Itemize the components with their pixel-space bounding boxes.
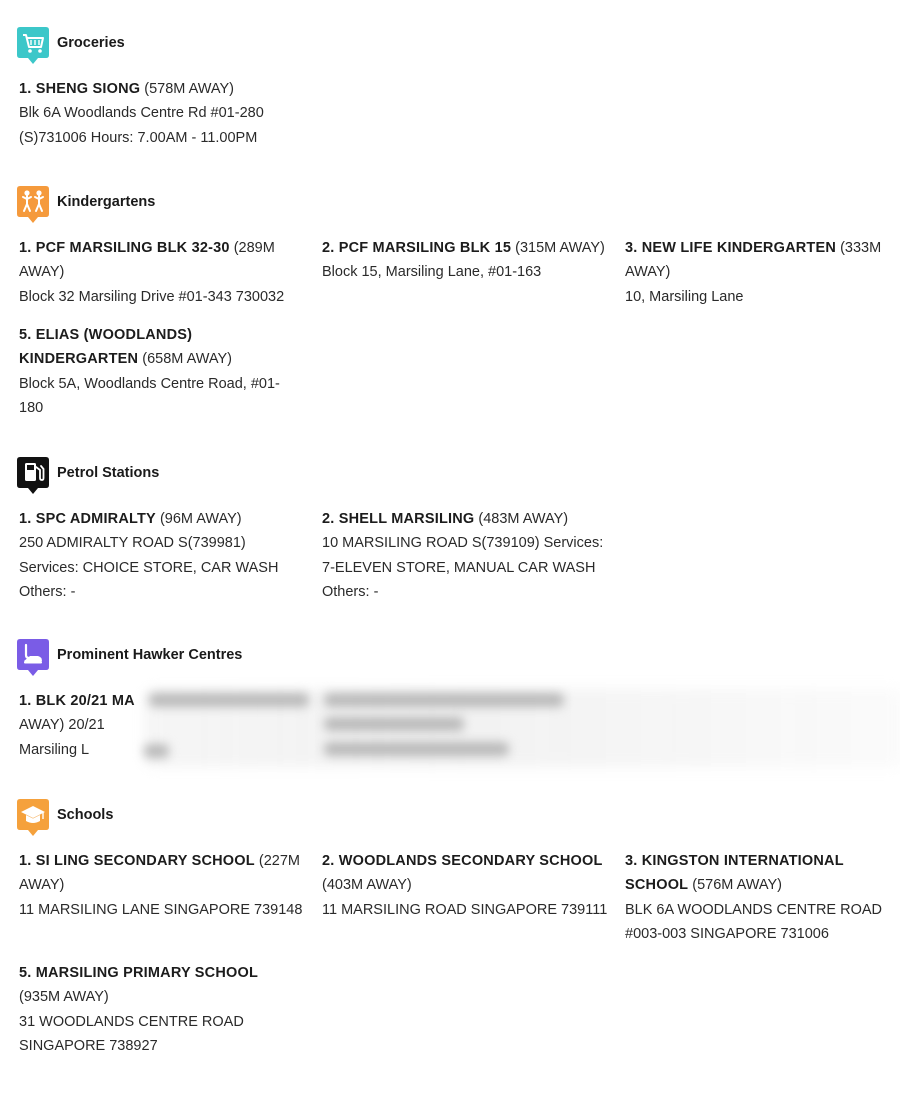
entry-name: 5. ELIAS (WOODLANDS) KINDERGARTEN	[19, 327, 193, 368]
blurred-text	[149, 693, 309, 707]
list-item[interactable]	[625, 236, 895, 309]
list-item[interactable]	[19, 77, 289, 150]
list-item[interactable]	[19, 961, 279, 1058]
entry-address: 31 WOODLANDS CENTRE ROAD SINGAPORE 738927	[19, 1013, 244, 1054]
entry-name: 2. PCF MARSILING BLK 15	[322, 240, 512, 256]
entry-address: 250 ADMIRALTY ROAD S(739981) Services: CHOICE STORE, CAR WASH Others: -	[19, 535, 279, 600]
list-item[interactable]	[19, 507, 289, 604]
food-tray-icon	[16, 637, 50, 677]
entry-name: 1. SHENG SIONG	[19, 81, 141, 97]
section-title: Prominent Hawker Centres	[57, 647, 243, 663]
entry-distance: (333M AWAY)	[625, 240, 882, 281]
entry-distance: (576M AWAY)	[692, 877, 782, 894]
blurred-text	[324, 717, 464, 731]
entry-name: 1. PCF MARSILING BLK 32-30	[19, 240, 230, 256]
entry-distance: (483M AWAY)	[478, 511, 569, 527]
entry-distance: (403M AWAY)	[322, 877, 412, 894]
section-title: Kindergartens	[57, 194, 156, 210]
entry-name: 2. WOODLANDS SECONDARY SCHOOL	[322, 853, 603, 869]
entry-distance: (227M AWAY)	[19, 853, 300, 894]
entry-name: 1. BLK 20/21 MA	[19, 693, 135, 709]
list-item[interactable]	[625, 849, 890, 946]
section-header-groceries	[16, 25, 416, 65]
section-header-schools	[16, 797, 416, 837]
entry-address: BLK 6A WOODLANDS CENTRE ROAD #003-003 SINGAPORE 731006	[625, 901, 883, 942]
list-item[interactable]	[19, 236, 309, 309]
entry-name: 5. MARSILING PRIMARY SCHOOL	[19, 965, 259, 981]
entry-address: Block 15, Marsiling Lane, #01-163	[322, 264, 542, 281]
entry-distance: (315M AWAY)	[515, 240, 605, 256]
blurred-text	[324, 742, 509, 756]
section-title: Schools	[57, 807, 114, 823]
blurred-text	[144, 744, 169, 758]
entry-name: 1. SI LING SECONDARY SCHOOL	[19, 853, 255, 869]
entry-address: 10 MARSILING ROAD S(739109) Services: 7-ELEVEN STORE, MANUAL CAR WASH Others: -	[322, 535, 604, 600]
fuel-pump-icon	[16, 455, 50, 495]
entry-name: 3. KINGSTON INTERNATIONAL SCHOOL	[625, 853, 844, 894]
entry-address: 10, Marsiling Lane	[625, 288, 744, 305]
entry-distance: (289M AWAY)	[19, 240, 275, 281]
entry-address: 11 MARSILING ROAD SINGAPORE 739111	[322, 901, 608, 918]
section-header-petrol-stations	[16, 455, 416, 495]
list-item[interactable]	[322, 507, 612, 604]
list-item[interactable]	[19, 849, 309, 922]
entry-address: Blk 6A Woodlands Centre Rd #01-280 (S)731006 Hours: 7.00AM - 11.00PM	[19, 105, 264, 146]
entry-address: AWAY) 20/21 Marsiling L	[19, 717, 105, 758]
entry-name: 1. SPC ADMIRALTY	[19, 511, 156, 527]
list-item[interactable]	[322, 236, 612, 285]
section-header-kindergartens	[16, 184, 416, 224]
entry-name: 2. SHELL MARSILING	[322, 511, 475, 527]
shopping-cart-icon	[16, 25, 50, 65]
graduation-cap-icon	[16, 797, 50, 837]
children-icon	[16, 184, 50, 224]
blurred-text	[324, 693, 564, 707]
list-item[interactable]	[19, 323, 294, 420]
entry-distance: (96M AWAY)	[159, 511, 242, 527]
entry-distance: (935M AWAY)	[19, 989, 109, 1006]
entry-address: 11 MARSILING LANE SINGAPORE 739148	[19, 901, 303, 918]
entry-name: 3. NEW LIFE KINDERGARTEN	[625, 240, 837, 256]
section-header-hawker-centres	[16, 637, 416, 677]
entry-distance: (658M AWAY)	[142, 351, 232, 368]
entry-address: Block 5A, Woodlands Centre Road, #01-180	[19, 375, 280, 416]
list-item[interactable]	[322, 849, 612, 922]
entry-distance: (578M AWAY)	[144, 81, 234, 97]
entry-address: Block 32 Marsiling Drive #01-343 730032	[19, 288, 285, 305]
section-title: Groceries	[57, 35, 125, 51]
section-title: Petrol Stations	[57, 465, 160, 481]
